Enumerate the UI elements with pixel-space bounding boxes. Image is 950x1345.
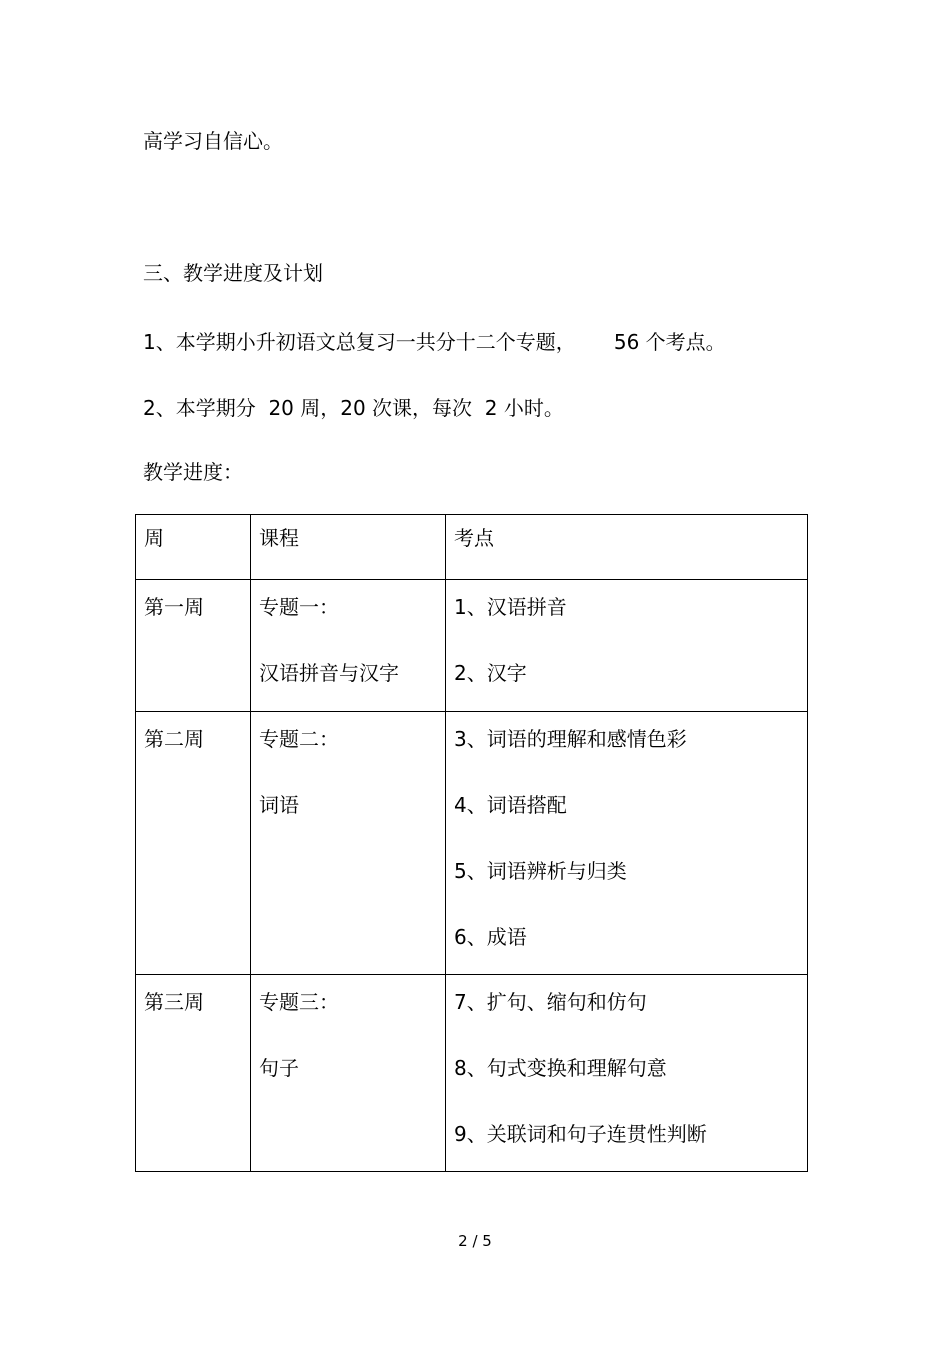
point-item: 5、词语辨析与归类 — [454, 859, 627, 883]
table-row — [136, 975, 808, 1172]
table-header-row — [136, 515, 808, 580]
course-cell — [251, 712, 446, 975]
course-name: 词语 — [259, 793, 299, 817]
course-cell — [251, 975, 446, 1172]
points-cell — [446, 580, 808, 712]
table-caption: 教学进度： — [143, 460, 243, 484]
point-item: 8、句式变换和理解句意 — [454, 1056, 667, 1080]
table-row — [136, 712, 808, 975]
course-title: 专题三： — [259, 990, 339, 1014]
header-cell-course: 课程 — [251, 515, 446, 580]
points-cell — [446, 975, 808, 1172]
week-cell: 第二周 — [136, 712, 251, 975]
course-name: 汉语拼音与汉字 — [259, 661, 399, 685]
header-cell-points: 考点 — [446, 515, 808, 580]
body-text-line: 1、本学期小升初语文总复习一共分十二个专题， 56 个考点。 — [143, 330, 726, 354]
week-cell: 第三周 — [136, 975, 251, 1172]
section-heading: 三、教学进度及计划 — [143, 261, 323, 285]
point-item: 2、汉字 — [454, 661, 527, 685]
points-cell — [446, 712, 808, 975]
course-cell — [251, 580, 446, 712]
schedule-table — [135, 514, 808, 1172]
point-item: 7、扩句、缩句和仿句 — [454, 990, 647, 1014]
course-title: 专题一： — [259, 595, 339, 619]
page-indicator: 2 / 5 — [458, 1232, 492, 1250]
table-row — [136, 580, 808, 712]
body-text-line: 2、本学期分 20 周，20 次课，每次 2 小时。 — [143, 396, 564, 420]
course-title: 专题二： — [259, 727, 339, 751]
body-text-line: 高学习自信心。 — [143, 129, 283, 153]
week-cell: 第一周 — [136, 580, 251, 712]
point-item: 4、词语搭配 — [454, 793, 567, 817]
point-item: 6、成语 — [454, 925, 527, 949]
header-cell-week: 周 — [136, 515, 251, 580]
point-item: 1、汉语拼音 — [454, 595, 567, 619]
point-item: 3、词语的理解和感情色彩 — [454, 727, 687, 751]
course-name: 句子 — [259, 1056, 299, 1080]
point-item: 9、关联词和句子连贯性判断 — [454, 1122, 707, 1146]
